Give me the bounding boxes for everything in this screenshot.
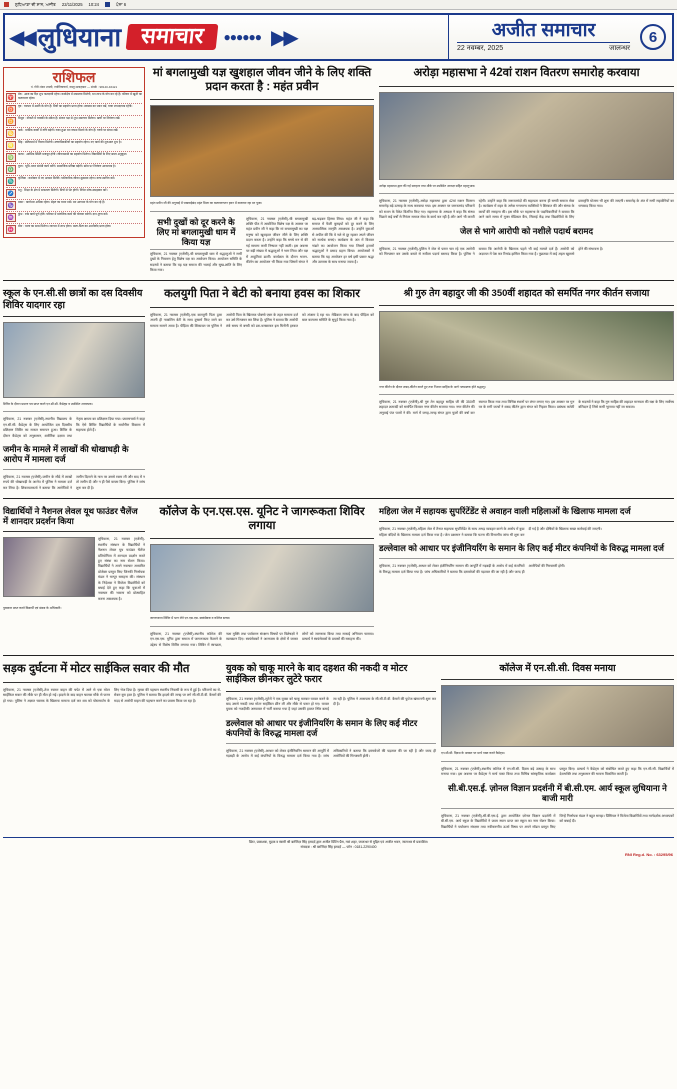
article-photo <box>150 544 374 612</box>
rashifal-row <box>6 104 142 116</box>
zodiac-taurus-icon: ♉ <box>7 106 15 113</box>
rashifal-text: कन्या : आर्थिक स्थिति मजबूत होगी। जीवनसाथी का सहयोग मिलेगा। विद्यार्थियों के लिए समय अनुकूल। <box>18 152 128 157</box>
rashifal-text: कर्क : धार्मिक कार्यों में रुचि बढ़ेगी। रुका हुआ धन वापस मिलने के योग हैं। वाणी पर संयम रखें। <box>18 128 119 133</box>
article-body: लुधियाना, 21 नवम्बर (एजेंसी)-श्री बगलामुखी धाम में श्रद्धालुओं ने सभी दुखों के निवारण हेतु विशेष यज्ञ का आयोजन किया। आयोजन समिति के सदस्यों ने बताया कि यह यज्ञ समाज की भलाई और सुख-शांति के लिए किया गया। <box>150 251 242 272</box>
article-cctv <box>441 663 674 830</box>
article-body: लुधियाना, 21 नवम्बर (एजेंसी)-महिला जेल में तैनात सहायक सुपरिंटेंडेंट के साथ अभद्र व्यवहार करने के आरोप में कुछ महिला बंदियों के खिलाफ मामला दर्ज किया गया है। जेल प्रशासन ने बताया कि घटना की विभागीय जांच भी शुरू कर दी गई है और दोषियों के खिलाफ सख्त कार्रवाई की जाएगी। <box>379 527 602 537</box>
headline: सड़क दुर्घटना में मोटर साईकिल सवार की मौत <box>3 663 190 676</box>
article-guru-tegh <box>379 288 674 416</box>
red-marker-icon <box>4 2 9 7</box>
rashifal-text: तुला : भूमि-भवन संबंधी कार्य बनेंगे। सामाजिक प्रतिष्ठा बढ़ेगी। क्रोध पर नियंत्रण आवश्यक है। <box>18 164 116 169</box>
article-body: लुधियाना, 21 नवम्बर (एजेंसी)-लुटेरों ने एक युवक को चाकू मारकर घायल करने के बाद उससे नकदी तथा मोटर साईकिल छीन ली और मौके से फरार हो गए। घायल युवक को नजदीकी अस्पताल में भर्ती कराया गया है जहां उसकी हालत स्थिर बताई जा रही है। पुलिस ने आसपास के सी.सी.टी.वी. कैमरों की फुटेज खंगालनी शुरू कर दी है। <box>226 696 436 712</box>
zodiac-pisces-icon: ♓ <box>7 226 15 233</box>
rashifal-subtitle: पं. गौरी शंकर शास्त्री, ज्योतिषाचार्य, वास्तु सलाहकार — संपर्क : 98140-46421 <box>6 84 142 92</box>
subheadline: सी.बी.एस.ई. ज़ोनल विज्ञान प्रदर्शनी में बी.सी.एम. आर्य स्कूल लुधियाना ने बाजी मारी <box>448 782 667 803</box>
headline: महिला जेल में सहायक सुपरिंटेंडेंट से अवाहन वाली महिलाओं के खिलाफ मामला दर्ज <box>379 506 631 517</box>
article-vidyarthi <box>3 506 145 611</box>
headline: विद्यार्थियों ने नैशनल लेवल यूथ फाउंडर चैलेंज में शानदार प्रदर्शन किया <box>3 506 138 527</box>
article-suva <box>226 663 436 760</box>
article-photo <box>441 685 674 747</box>
rashifal-row <box>6 140 142 152</box>
masthead <box>3 13 674 61</box>
article-kalyugi <box>150 288 374 329</box>
footer-line-1: प्रिंटर, प्रकाशक, मुद्रक व स्वामी श्री बरजिंदर सिंह हमदर्द द्वारा अजीत प्रिंटिंग प्रैस, नवां शहर, जालन्धर से मुद्रित एवं अजीत भवन, जालन्धर से प्रकाशित। <box>248 839 429 844</box>
zodiac-cancer-icon: ♋ <box>7 130 15 137</box>
article-photo <box>379 92 674 180</box>
article-sadak <box>3 663 221 704</box>
masthead-date: 22 नवम्बर, 2025 <box>457 45 504 53</box>
rashifal-box <box>3 67 145 238</box>
zodiac-sagittarius-icon: ♐ <box>7 190 15 197</box>
headline: अरोड़ा महासभा ने 42वां राशन वितरण समारोह करवाया <box>413 67 640 79</box>
article-body: लुधियाना, 21 नवम्बर (एजेंसी)-एक कलयुगी पिता द्वारा अपनी ही नाबालिग बेटी के साथ दुष्कर्म किए जाने का मामला सामने आया है। पीड़िता की शिकायत पर पुलिस ने आरोपी पिता के खिलाफ पोक्सो एक्ट के तहत मामला दर्ज कर उसे गिरफ्तार कर लिया है। पुलिस ने बताया कि आरोपी लंबे समय से बच्ची को डरा-धमकाकर इस घिनौनी हरकत को अंजाम दे रहा था। मेडिकल जांच के बाद पीड़िता को बाल कल्याण समिति के सुपुर्द किया गया है। <box>150 312 374 328</box>
article-body: लुधियाना, 21 नवम्बर (एजेंसी)-तेज रफ्तार वाहन की चपेट में आने से एक मोटर साईकिल सवार की मौके पर ही मौत हो गई। हादसे के बाद वाहन चालक मौके से फरार हो गया। पुलिस ने अज्ञात चालक के खिलाफ मामला दर्ज कर शव को पोस्टमार्टम के लिए भेज दिया है। मृतक की पहचान स्थानीय निवासी के रूप में हुई है। परिजनों का रो-रोकर बुरा हाल है। पुलिस ने बताया कि हादसे की जगह पर लगे सी.सी.टी.वी. कैमरों की मदद से आरोपी वाहन की पहचान करने का प्रयास किया जा रहा है। <box>3 687 221 703</box>
article-body: लुधियाना, 21 नवम्बर (एजेंसी)-श्री गुरु तेग बहादुर साहिब जी की 350वीं शहादत शताब्दी को समर्पित विशाल नगर कीर्तन सजाया गया। नगर कीर्तन की अगुवाई पंज प्यारों ने की। मार्ग में जगह-जगह संगत द्वारा फूलों की वर्षा कर स्वागत किया गया तथा विभिन्न स्थानों पर लंगर लगाए गए। इस अवसर पर गुरु घर के रागी जत्थों ने शबद कीर्तन द्वारा संगत को निहाल किया। प्रबंधक कमेटी के सदस्यों ने कहा कि गुरु साहिब की शहादत मानवता की रक्षा के लिए सर्वोच्च बलिदान है जिसे कभी भुलाया नहीं जा सकता। <box>379 400 674 415</box>
rashifal-text: मेष : आज का दिन शुभ फलदायी रहेगा। कार्यक्षेत्र में सफलता मिलेगी, धन लाभ के योग बन रहे हैं। परिवार में खुशी का वातावरण रहेगा। <box>18 92 142 100</box>
article-body: लुधियाना, 21 नवम्बर (एजेंसी)-स्थानीय विद्यालय के एन.सी.सी. कैडेट्स के लिए आयोजित दस दिवसीय प्रशिक्षण शिविर का सफल समापन हुआ। शिविर के दौरान कैडेट्स को अनुशासन, शारीरिक दक्षता तथा नेतृत्व क्षमता का प्रशिक्षण दिया गया। प्रधानाचार्य ने कहा कि ऐसे शिविर विद्यार्थियों के सर्वांगीण विकास में सहायक होते हैं। <box>3 417 145 438</box>
zodiac-libra-icon: ♎ <box>7 166 15 173</box>
headline: कॉलेज के एन.एस.एस. यूनिट ने जागरूकता शिविर लगाया <box>159 506 365 532</box>
photo-caption: शिविर के दौरान प्रमाण पत्र प्राप्त करते एन.सी.सी. कैडेट्स व उपस्थित अध्यापक। <box>3 401 93 406</box>
article-arora <box>379 67 674 258</box>
band-third <box>3 506 674 648</box>
rashifal-text: वृश्चिक : कारोबार में नए अवसर मिलेंगे। पारिवारिक जीवन सुखमय रहेगा। यात्रा स्थगित करें। <box>18 176 115 181</box>
rashifal-row <box>6 200 142 212</box>
headline: कॉलेज में एन.सी.सी. दिवस मनाया <box>499 663 616 675</box>
article-body: लुधियाना, 21 नवम्बर (एजेंसी)-स्थानीय कॉलेज में एन.सी.सी. दिवस बड़े उत्साह के साथ मनाया गया। इस अवसर पर कैडेट्स ने मार्च पास्ट किया तथा विभिन्न सांस्कृतिक कार्यक्रम प्रस्तुत किए। प्राचार्य ने कैडेट्स को संबोधित करते हुए कहा कि एन.सी.सी. विद्यार्थियों में देशभक्ति तथा अनुशासन की भावना विकसित करती है। <box>441 766 674 777</box>
band-fourth <box>3 663 674 830</box>
article-ncc <box>3 288 145 491</box>
footer-line-2: संपादक : श्री बरजिंदर सिंह हमदर्द — फोन : 0181-2290400 <box>300 845 377 850</box>
rashifal-row <box>6 92 142 104</box>
headline: कलयुगी पिता ने बेटी को बनाया हवस का शिकार <box>164 288 360 301</box>
article-photo <box>150 105 374 197</box>
headline: युवक को चाकू मारने के बाद दहशत की नकदी व मोटर साईकिल छीनकर लुटेरे फरार <box>226 663 408 686</box>
topbar-page-mark: ਪੰਨਾ 6 <box>116 2 127 7</box>
masthead-paper-block <box>448 15 638 59</box>
article-body: लुधियाना, 21 नवम्बर (एजेंसी)-स्थानीय कॉलेज की एन.एस.एस. यूनिट द्वारा समाज में जागरूकता फैलाने के उद्देश्य से विशेष शिविर लगाया गया। शिविर में स्वच्छता, नशा मुक्ति तथा पर्यावरण संरक्षण विषयों पर विशेषज्ञों ने व्याख्यान दिए। स्वयंसेवकों ने आसपास के क्षेत्रों में जाकर लोगों को जागरूक किया तथा सफाई अभियान चलाया। प्राचार्य ने स्वयंसेवकों के प्रयासों की सराहना की। <box>150 631 374 647</box>
photo-caption: अरोड़ा महासभा द्वारा की गई सराहना तथा मौके पर उपस्थित अध्यक्ष सहित महानुभाव। <box>379 183 476 188</box>
zodiac-scorpio-icon: ♏ <box>7 178 15 185</box>
article-body: लुधियाना, 21 नवम्बर (एजेंसी)-आधार को लेकर इंजीनियरिंग सामान की आपूर्ति में गड़बड़ी के आरोप में कई कंपनियों के विरुद्ध मामला दर्ज किया गया है। जांच अधिकारियों ने बताया कि दस्तावेजों की पड़ताल की जा रही है और जल्द ही आरोपियों की गिरफ्तारी होगी। <box>379 564 566 574</box>
zodiac-aries-icon: ♈ <box>7 94 15 101</box>
rashifal-title: राशिफल <box>52 69 96 85</box>
band-second <box>3 288 674 491</box>
article-photo <box>379 311 674 381</box>
zodiac-aquarius-icon: ♒ <box>7 214 15 221</box>
zodiac-gemini-icon: ♊ <box>7 118 15 125</box>
rashifal-row <box>6 176 142 188</box>
page-number-badge: 6 <box>640 24 666 50</box>
rni-registration: RNI Reg.d. No. : 63295/96 <box>624 852 673 858</box>
subheadline: डल्लेवाल को आधार पर इंजीनियरिंग के समान के लिए कई मीटर कंपनियों के विरुद्ध मामला दर्ज <box>226 717 418 738</box>
page-content <box>0 64 677 833</box>
zodiac-leo-icon: ♌ <box>7 142 15 149</box>
topbar-left: ਲੁਧਿਆਣਾ ਦੀ ਸ਼ਾਨ, ਅਜੀਤ <box>15 2 56 7</box>
topbar-date: 22/11/2025 <box>61 2 83 7</box>
article-photo <box>3 537 95 597</box>
masthead-section: समाचार <box>126 24 219 50</box>
zodiac-capricorn-icon: ♑ <box>7 202 15 209</box>
rashifal-text: सिंह : प्रतिस्पर्धा में विजय मिलेगी। उच्चाधिकारियों का सहयोग रहेगा। नए कार्य की शुरुआत शुभ है। <box>18 140 122 145</box>
article-nss <box>150 506 374 648</box>
article-body: लुधियाना, 21 नवम्बर (एजेंसी)-सी.बी.एस.ई. द्वारा आयोजित ज़ोनल विज्ञान प्रदर्शनी में बी.सी.एम. आर्य स्कूल के विद्यार्थियों ने प्रथम स्थान प्राप्त कर स्कूल का नाम रोशन किया। विद्यार्थियों ने पर्यावरण संरक्षण तथा नवीकरणीय ऊर्जा विषय पर अपने मॉडल प्रस्तुत किए जिन्हें निर्णायक मंडल ने बहुत सराहा। प्रिंसिपल ने विजेता विद्यार्थियों तथा मार्गदर्शक अध्यापकों को बधाई दी। <box>441 813 674 829</box>
arrows-left-icon: ◀◀ <box>9 26 34 49</box>
article-body: लुधियाना, 21 नवम्बर (एजेंसी)-श्री बगलामुखी शक्ति पीठ में आयोजित विशेष यज्ञ के अवसर पर महंत प्रवीन जी ने कहा कि मां बगलामुखी का यज्ञ मनुष्य को खुशहाल जीवन जीने के लिए शक्ति प्रदान करता है। उन्होंने कहा कि सच्चे मन से की गई साधना कभी निष्फल नहीं जाती। इस अवसर पर बड़ी संख्या में श्रद्धालुओं ने भाग लिया और यज्ञ में आहुतियां डालीं। कार्यक्रम के दौरान भजन-कीर्तन का आयोजन भी किया गया जिसमें संगत ने बढ़-चढ़कर हिस्सा लिया। महंत जी ने कहा कि समाज में फैली बुराइयों को दूर करने के लिए आध्यात्मिक जागृति आवश्यक है। उन्होंने युवाओं से अपील की कि वे नशे से दूर रहकर अपने जीवन को सार्थक बनाएं। कार्यक्रम के अंत में विशाल भंडारे का आयोजन किया गया जिसमें हजारों श्रद्धालुओं ने प्रसाद ग्रहण किया। आयोजकों ने बताया कि यह आयोजन हर वर्ष इसी प्रकार श्रद्धा और उल्लास के साथ मनाया जाता है। <box>246 216 374 264</box>
photo-caption: पुरस्कार प्राप्त करते विद्यार्थी एवं संस्था के अधिकारी। <box>3 606 62 611</box>
article-body: लुधियाना, 21 नवम्बर (एजेंसी)-आधार को लेकर इंजीनियरिंग सामान की आपूर्ति में गड़बड़ी के आरोप में कई कंपनियों के विरुद्ध मामला दर्ज किया गया है। जांच अधिकारियों ने बताया कि दस्तावेजों की पड़ताल की जा रही है और जल्द ही आरोपियों की गिरफ्तारी होगी। <box>226 748 436 759</box>
band-top <box>3 67 674 273</box>
subheadline: डल्लेवाल को आधार पर इंजीनियरिंग के समान के लिए कई मीटर कंपनियों के विरुद्ध मामला दर्ज <box>379 543 664 554</box>
rashifal-row <box>6 224 142 235</box>
page-footer <box>3 837 674 852</box>
article-baglamukhi <box>150 67 374 273</box>
subheadline: जेल से भागे आरोपी को नशीले पदार्थ बरामद <box>460 225 593 236</box>
article-body: लुधियाना, 21 नवम्बर (एजेंसी)-स्थानीय संस्थान के विद्यार्थियों ने नैशनल लेवल यूथ फाउंडर चैलेंज प्रतियोगिता में शानदार प्रदर्शन करते हुए संस्था का नाम रोशन किया। विद्यार्थियों ने अपने नवाचार आधारित प्रोजेक्ट प्रस्तुत किए जिनकी निर्णायक मंडल ने भरपूर सराहना की। संस्थान के निदेशक ने विजेता विद्यार्थियों को बधाई देते हुए कहा कि युवाओं में नवाचार की भावना को प्रोत्साहित करना आवश्यक है। <box>98 537 145 601</box>
masthead-paper-title: अजीत समाचार <box>491 19 596 41</box>
photo-caption: एन.सी.सी. दिवस के अवसर पर मार्च पास्ट करते कैडेट्स। <box>441 751 505 756</box>
browser-topbar <box>0 0 677 10</box>
rashifal-text: कुंभ : रुके कार्य पूर्ण होंगे। परिवार में मांगलिक कार्य की योजना बनेगी। दान-पुण्य करें। <box>18 212 109 217</box>
rashifal-text: मीन : भाग्य का साथ मिलेगा। व्यापार में लाभ होगा। माता-पिता का आशीर्वाद प्राप्त होगा। <box>18 224 112 229</box>
blue-marker-icon <box>105 2 110 7</box>
rashifal-row <box>6 116 142 128</box>
rashifal-row <box>6 152 142 164</box>
rashifal-row <box>6 212 142 224</box>
article-mahila <box>379 506 674 575</box>
decorative-dots-icon: ●●●●●● <box>223 30 262 44</box>
masthead-city: लुधियाना <box>37 22 122 52</box>
rashifal-text: धनु : शिक्षा के क्षेत्र में सफलता मिलेगी। मित्रों से भेंट होगी। निवेश सोच-समझकर करें। <box>18 188 108 193</box>
rashifal-text: मकर : कार्यभार अधिक रहेगा। सेहत का ध्यान रखें। धन आगमन के योग बन रहे हैं। <box>18 200 105 205</box>
masthead-edition: जालन्धर <box>609 45 630 53</box>
photo-caption: महंत प्रवीन जी की अगुवाई में पखवाड़ेबंद महंत मिला का वातावरण्जन हवन में कलावट रहा मर पूजा। <box>150 201 263 206</box>
article-body: लुधियाना, 21 नवम्बर (एजेंसी)-जमीन के सौदे में लाखों रुपये की धोखाधड़ी के आरोप में पुलिस ने मामला दर्ज कर लिया है। शिकायतकर्ता ने बताया कि आरोपियों ने जमीन दिलाने के नाम पर उससे रकम ली और बाद में न तो जमीन दी और न ही पैसे वापस किए। पुलिस ने जांच शुरू कर दी है। <box>3 474 145 490</box>
rashifal-row <box>6 128 142 140</box>
zodiac-virgo-icon: ♍ <box>7 154 15 161</box>
subheadline: सभी दुखों को दूर करने के लिए मां बगलामुखी धाम में किया यज्ञ <box>156 216 236 247</box>
article-photo <box>3 322 145 398</box>
headline: मां बगलामुखी यज्ञ खुशहाल जीवन जीने के लिए शक्ति प्रदान करता है : महंत प्रवीन <box>152 67 372 93</box>
headline: श्री गुरु तेग बहादुर जी की 350वीं शहादत को समर्पित नगर कीर्तन सजाया <box>403 288 650 300</box>
photo-caption: जागरूकता शिविर में भाग लेते एन.एस.एस. स्वयंसेवक व कॉलेज स्टाफ। <box>150 616 231 621</box>
rashifal-row <box>6 164 142 176</box>
rashifal-text: वृष : व्यापार में उन्नति के योग हैं। मित्रों का सहयोग प्राप्त होगा। स्वास्थ्य का ध्यान रखें, यात्रा लाभदायक रहेगी। <box>18 104 133 109</box>
rashifal-text: मिथुन : नौकरी में तरक्की के संकेत हैं। संतान पक्ष से शुभ समाचार मिलेगा। खर्चों पर नियंत्रण रखें। <box>18 116 121 121</box>
photo-caption: नगर कीर्तन के दौरान शबद-कीर्तन करते हुए तथा निशान साहिब के आगे नतमस्तक होते श्रद्धालु। <box>379 384 486 389</box>
headline: स्कूल के एन.सी.सी छात्रों का दस दिवसीय शिविर यादगार रहा <box>3 288 143 311</box>
arrows-right-icon: ▶▶ <box>271 26 296 49</box>
article-body: लुधियाना, 21 नवम्बर (एजेंसी)-अरोड़ा महासभा द्वारा 42वां राशन वितरण समारोह बड़े उत्साह के साथ करवाया गया। इस अवसर पर जरूरतमंद परिवारों को राशन के पैकेट वितरित किए गए। महासभा के अध्यक्ष ने कहा कि संस्था पिछले कई वर्षों से निरंतर समाज सेवा के कार्य कर रही है और आगे भी करती रहेगी। उन्होंने कहा कि जरूरतमंदों की सहायता करना ही सच्ची समाज सेवा है। कार्यक्रम में शहर के अनेक गणमान्य व्यक्तियों ने शिरकत की और संस्था के कार्यों की सराहना की। इस मौके पर महासभा के पदाधिकारियों ने बताया कि आने वाले समय में मुफ्त मेडिकल कैंप, सिलाई केंद्र तथा विद्यार्थियों के लिए छात्रवृत्ति योजना भी शुरू की जाएगी। समारोह के अंत में सभी सहयोगियों का धन्यवाद किया गया। <box>379 199 674 220</box>
subheadline: जमीन के मामले में लाखों की धोखाधड़ी के आरोप में मामला दर्ज <box>3 443 129 464</box>
rashifal-row <box>6 188 142 200</box>
topbar-time: 10:24 <box>88 2 100 7</box>
article-body: लुधियाना, 21 नवम्बर (एजेंसी)-पुलिस ने जेल से फरार चल रहे एक आरोपी को गिरफ्तार कर उसके कब्जे से नशीला पदार्थ बरामद किया है। पुलिस ने बताया कि आरोपी के खिलाफ पहले भी कई मामले दर्ज हैं। आरोपी को अदालत में पेश कर रिमांड हासिल किया गया है। पूछताछ में कई अहम खुलासे होने की संभावना है। <box>379 246 604 257</box>
